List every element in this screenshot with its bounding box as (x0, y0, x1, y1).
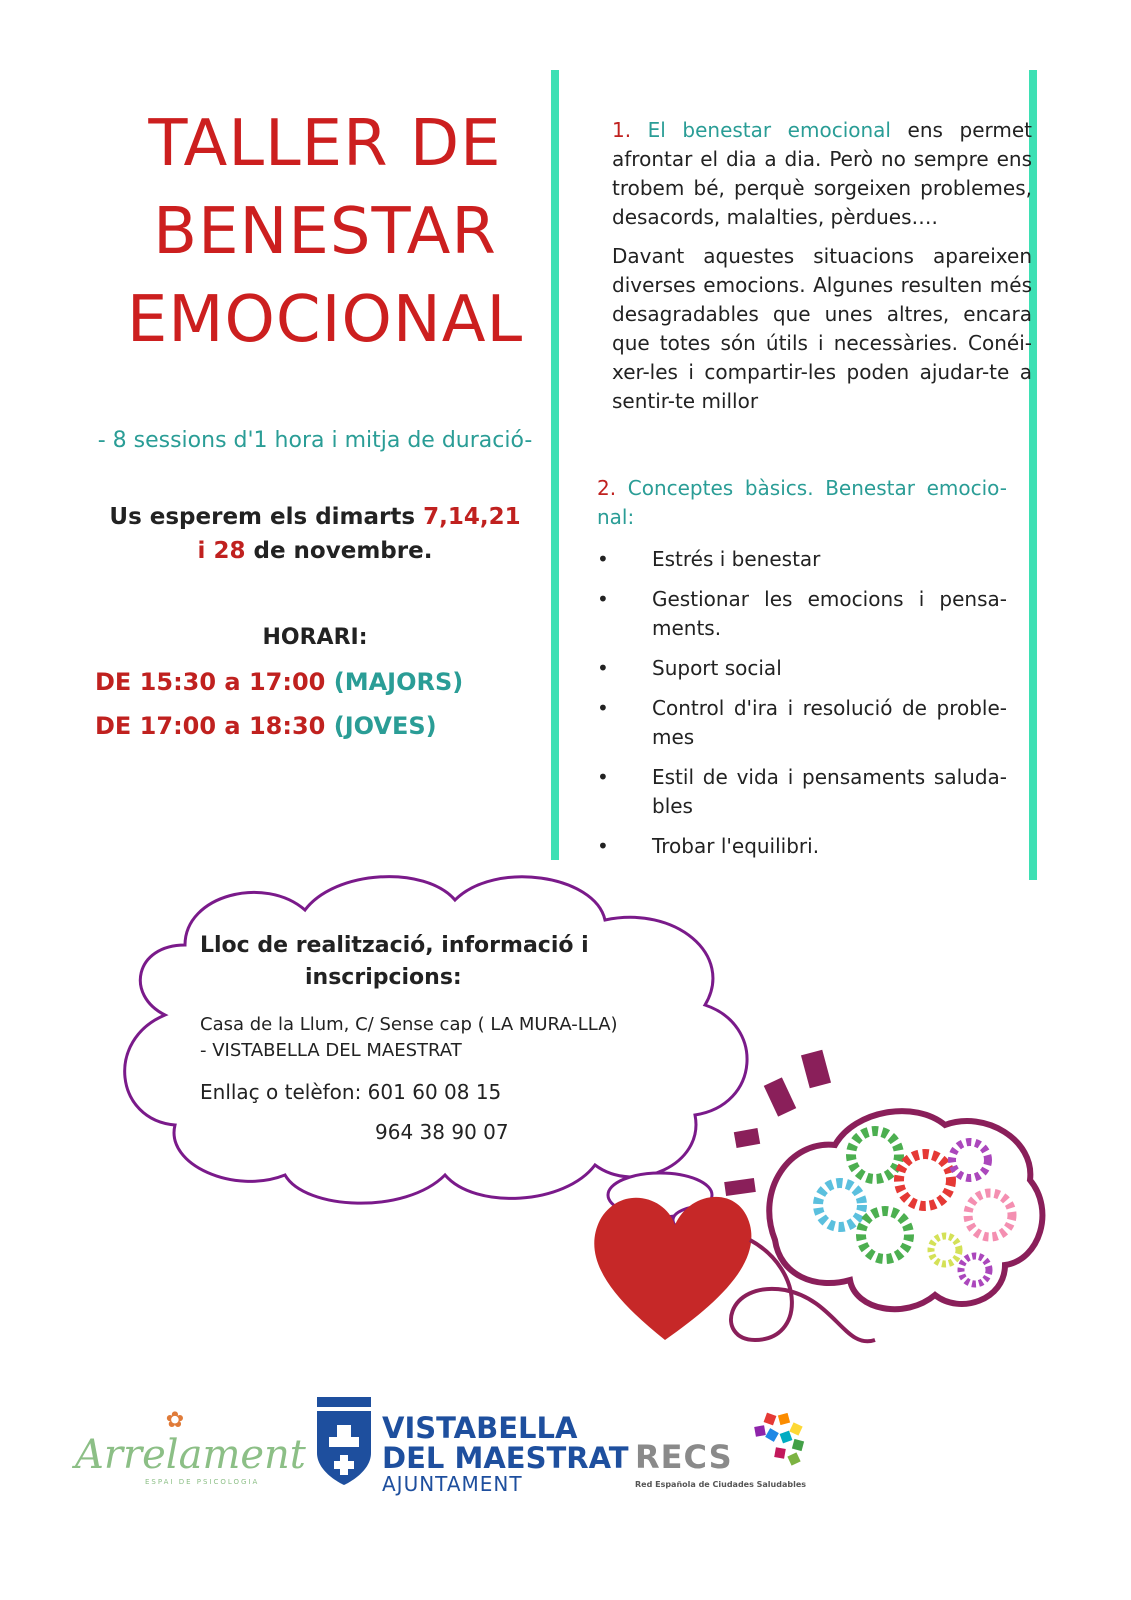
title-line-2: BENESTAR (153, 195, 497, 269)
section-1-paragraph-2: Davant aquestes situacions apareixen diverses emocions. Algunes resulten més desagradables que unes altres, encara que totes són útils i necessàries. Conéi-xer-les i compartir-les poden ajudar-te a sentir-te millor (612, 244, 1032, 413)
bullet-icon: • (597, 765, 609, 789)
section-2-heading (597, 474, 1007, 532)
list-item-text: Trobar l'equilibri. (652, 834, 820, 858)
list-item-text: Gestionar les emocions i pensa-ments. (652, 587, 1007, 640)
info-heading-2: inscripcions: (305, 965, 462, 990)
section-1-number: 1. (612, 118, 632, 142)
vistabella-line-2: DEL MAESTRAT (382, 1441, 629, 1475)
bullet-icon: • (597, 587, 609, 611)
list-item-text: Estil de vida i pensaments saluda-bles (652, 765, 1007, 818)
section-1-text: ens permet afrontar el dia a dia. Però no sempre ens trobem bé, perquè sorgeixen problemes, desacords, malalties, pèrdues…. (612, 118, 1033, 229)
bullet-icon: • (597, 834, 609, 858)
list-item (597, 545, 1007, 574)
brain-heart-illustration-icon (575, 1040, 1055, 1390)
left-divider-line (551, 70, 559, 860)
title-line-1: TALLER DE (148, 107, 502, 181)
dates-prefix: Us esperem els dimarts (109, 504, 416, 530)
sessions-info: - 8 sessions d'1 hora i mitja de duració- (97, 428, 533, 453)
info-heading-1: Lloc de realització, informació i (200, 933, 589, 958)
arrelament-logo (75, 1408, 306, 1486)
list-item (597, 585, 1007, 643)
dates-info (70, 500, 560, 568)
section-2-title: Conceptes bàsics. Benestar emocio-nal: (597, 476, 1007, 529)
shield-icon (315, 1395, 373, 1487)
vistabella-text (382, 1413, 629, 1495)
arrelament-subtitle: ESPAI DE PSICOLOGIA (145, 1478, 260, 1486)
title-line-3: EMOCIONAL (126, 283, 524, 357)
schedule-group: (MAJORS) (333, 668, 464, 696)
arrelament-name: Arrelament (75, 1432, 306, 1478)
list-item-text: Suport social (652, 656, 782, 680)
recs-subtitle: Red Española de Ciudades Saludables (635, 1480, 807, 1489)
schedule-time: DE 17:00 a 18:30 (95, 712, 326, 740)
flower-icon: ✿ (165, 1408, 185, 1433)
info-phone-2: 964 38 90 07 (375, 1120, 509, 1144)
bullet-icon: • (597, 696, 609, 720)
bullet-icon: • (597, 656, 609, 680)
list-item (597, 654, 1007, 683)
list-item (597, 763, 1007, 821)
page-title (60, 100, 590, 364)
horari-label: HORARI: (262, 625, 368, 650)
list-item (597, 694, 1007, 752)
info-phone: Enllaç o telèfon: 601 60 08 15 (200, 1080, 502, 1104)
info-block (200, 930, 620, 1152)
list-item (597, 832, 1007, 861)
dates-connector: i (197, 538, 206, 564)
section-1-highlight: El benestar emocional (647, 118, 891, 142)
dates-days: 7,14,21 (423, 504, 521, 530)
section-2-number: 2. (597, 476, 617, 500)
vistabella-logo (315, 1395, 373, 1491)
dates-last-day: 28 (213, 538, 246, 564)
schedule-row (95, 668, 463, 696)
list-item-text: Estrés i benestar (652, 547, 821, 571)
schedule-row (95, 712, 437, 740)
recs-name: RECS (635, 1438, 733, 1476)
section-1-paragraph-1 (612, 116, 1032, 232)
section-1 (612, 116, 1032, 426)
vistabella-line-1: VISTABELLA (382, 1411, 578, 1445)
vistabella-line-3: AJUNTAMENT (382, 1472, 523, 1496)
info-address: Casa de la Llum, C/ Sense cap ( LA MURA-LLA) - VISTABELLA DEL MAESTRAT (200, 1014, 618, 1061)
schedule-group: (JOVES) (333, 712, 437, 740)
list-item-text: Control d'ira i resolució de proble-mes (652, 696, 1007, 749)
recs-mosaic-icon (745, 1410, 809, 1474)
schedule-time: DE 15:30 a 17:00 (95, 668, 326, 696)
bullet-icon: • (597, 547, 609, 571)
dates-suffix: de novembre. (253, 538, 433, 564)
concepts-list (597, 545, 1007, 872)
